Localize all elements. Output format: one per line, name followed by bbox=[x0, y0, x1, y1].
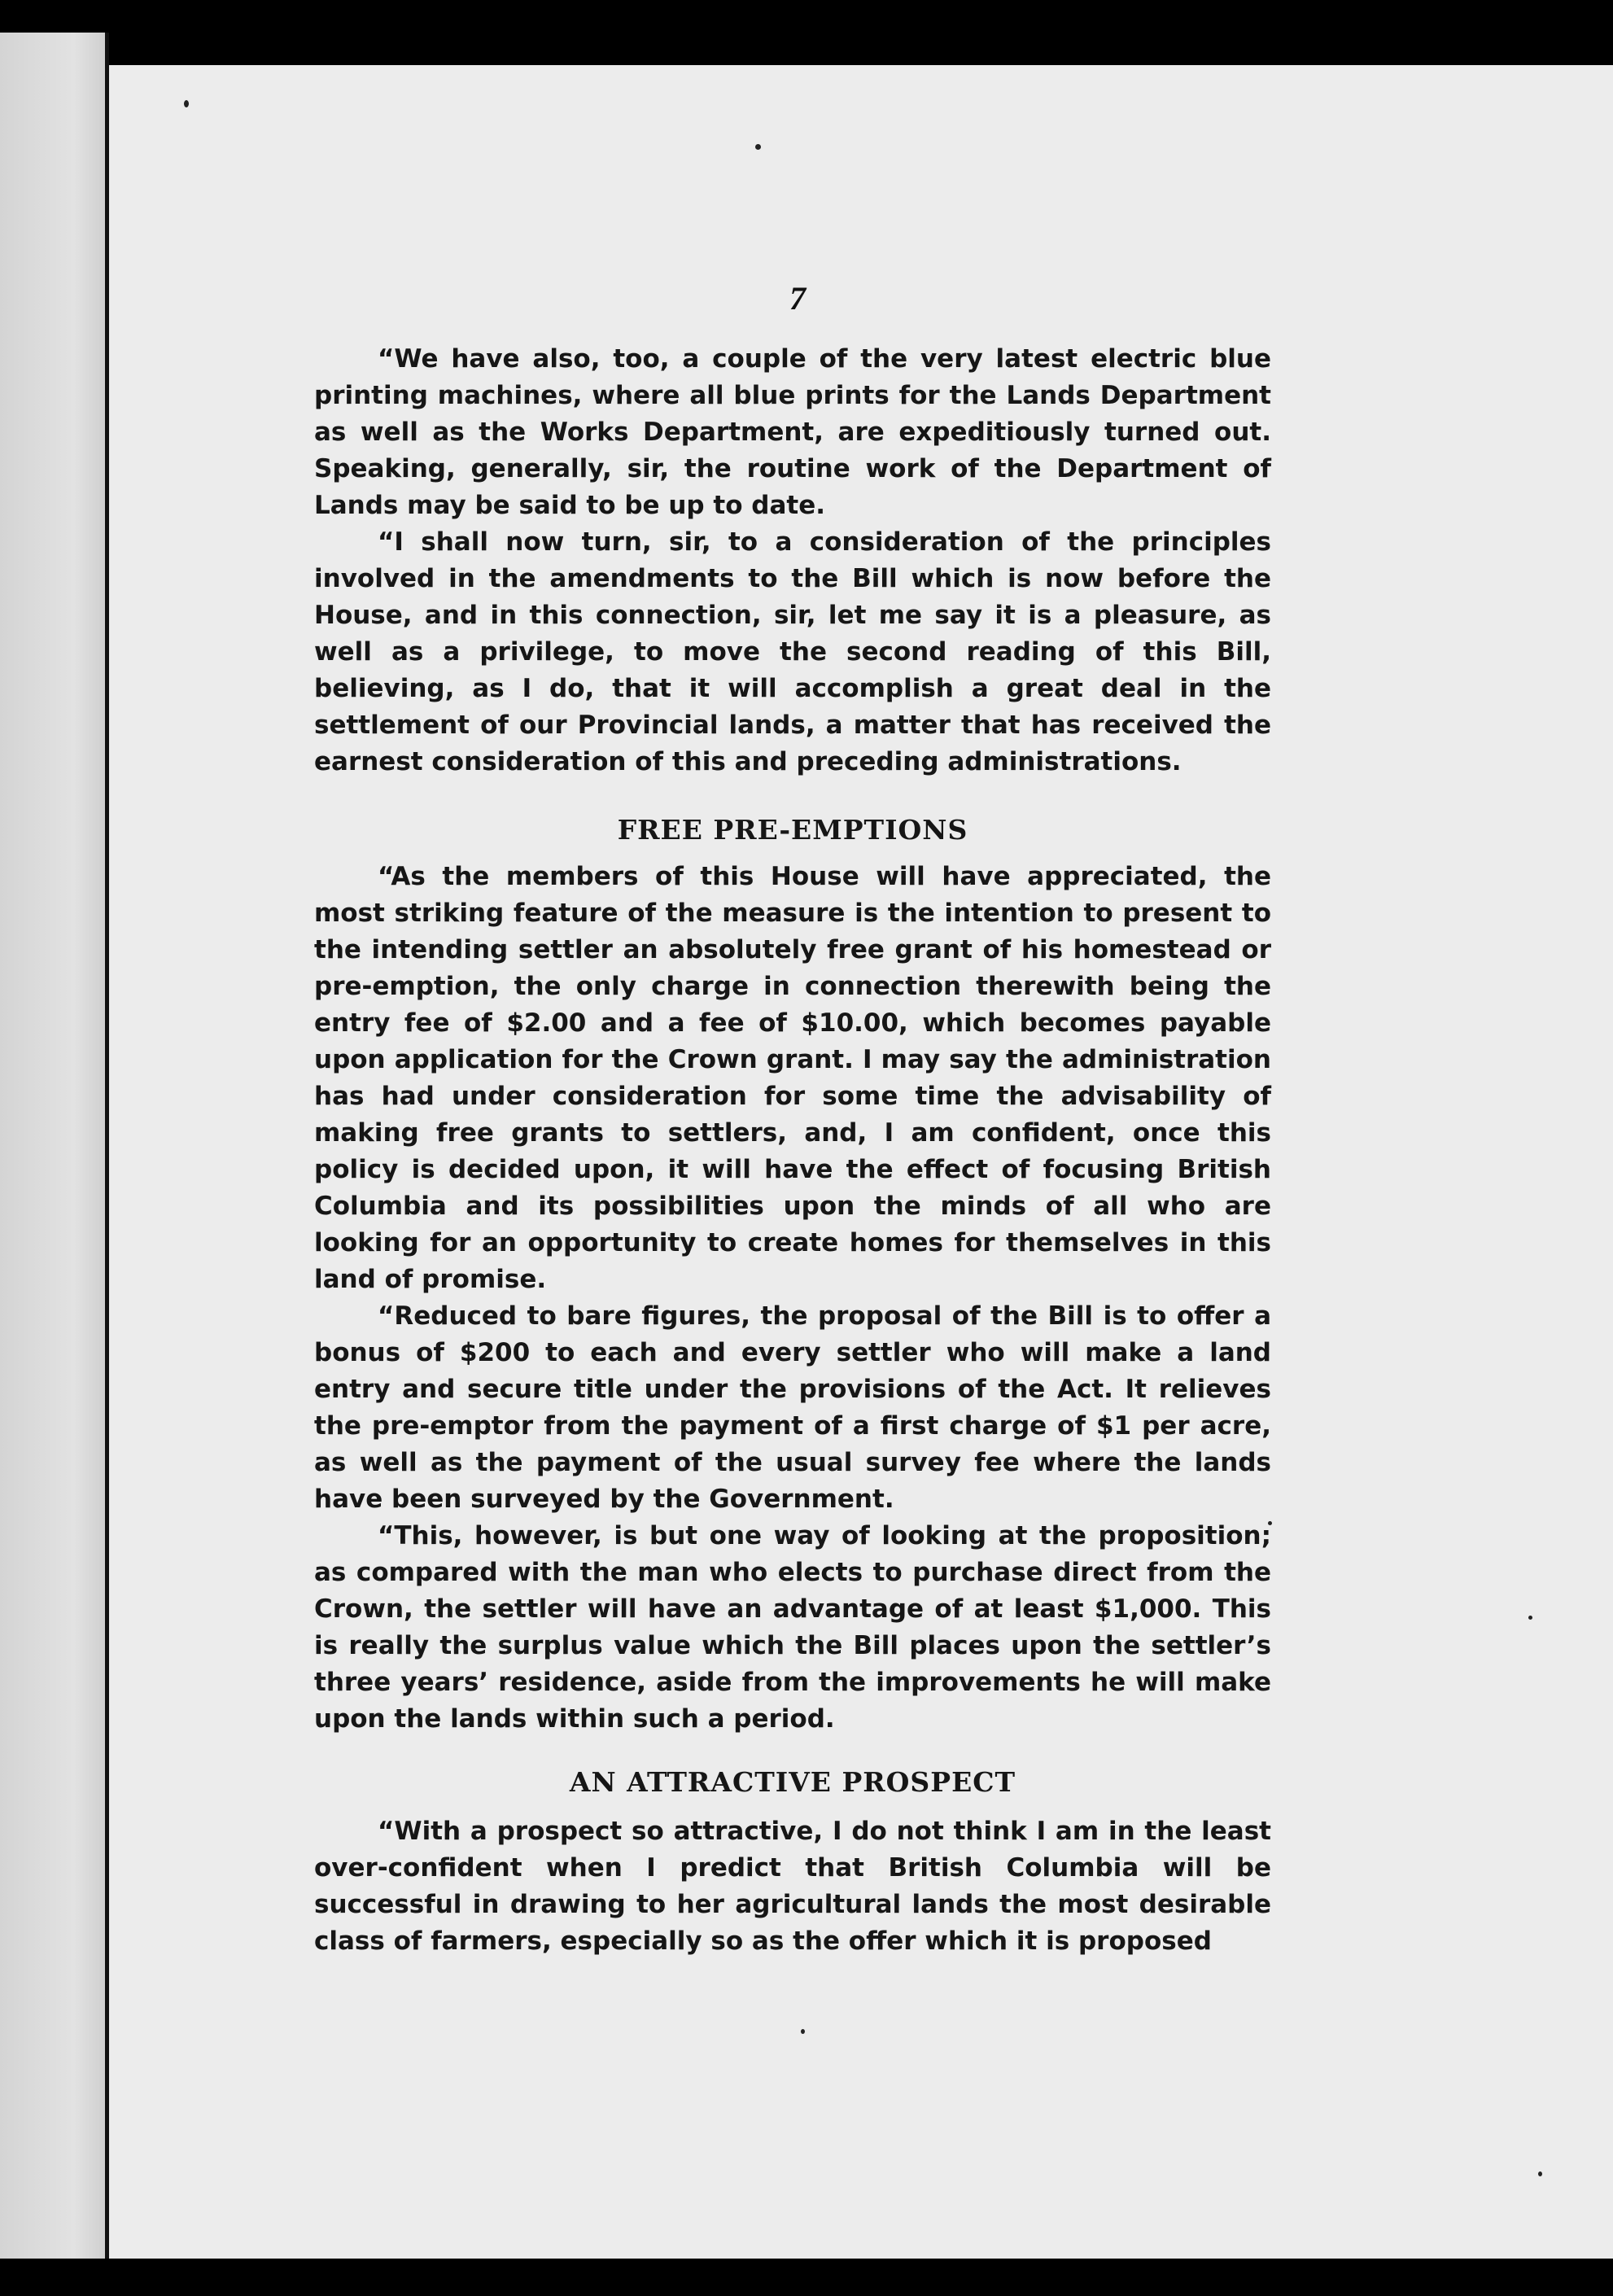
paragraph: “We have also, too, a couple of the very latest electric blue printing machines, where all blue prints for the Lands Department as well as the Works Department, are expeditiously turned out. Speaking, generally, sir, the routine work of the Department of Lands may be said to be up to date. bbox=[314, 344, 1271, 520]
body-text-intro bbox=[314, 341, 1271, 781]
body-text-free-pre-emptions bbox=[314, 859, 1271, 1738]
scan-speck bbox=[1528, 1616, 1532, 1620]
section-heading-free-pre-emptions: FREE PRE-EMPTIONS bbox=[617, 814, 968, 846]
section-heading-attractive-prospect: AN ATTRACTIVE PROSPECT bbox=[569, 1766, 1016, 1798]
scan-speck bbox=[801, 2029, 805, 2034]
previous-page-edge bbox=[0, 33, 106, 2259]
paragraph: “I shall now turn, sir, to a consideration of the principles involved in the amendments to the Bill which is now before the House, and in this connection, sir, let me say it is a pleasure, as well as a privilege, to move the second reading of this Bill, believing, as I do, that it will accomplish a great deal in the settlement of our Provincial lands, a matter that has received the earnest consideration of this and preceding administrations. bbox=[314, 527, 1271, 776]
paragraph: “Reduced to bare figures, the proposal of the Bill is to offer a bonus of $200 to each and every settler who will make a land entry and secure title under the provisions of the Act. It relieves the pre-emptor from the payment of a first charge of $1 per acre, as well as the payment of the usual survey fee where the lands have been surveyed by the Government. bbox=[314, 1301, 1271, 1514]
page-number: 7 bbox=[789, 280, 806, 317]
paragraph: “This, however, is but one way of looking at the proposition; as compared with the man who elects to purchase direct from the Crown, the settler will have an advantage of at least $1,000. This is really the surplus value which the Bill places upon the settler’s three years’ residence, aside from the improvements he will make upon the lands within such a period. bbox=[314, 1521, 1271, 1734]
scan-speck bbox=[1538, 2171, 1542, 2176]
paragraph: “As the members of this House will have appreciated, the most striking feature of the measure is the intention to present to the intending settler an absolutely free grant of his homestead or pre-emption, the only charge in connection therewith being the entry fee of $2.00 and a fee of $10.00, which becomes payable upon application for the Crown grant. I may say the administration has had under consideration for some time the advisability of making free grants to settlers, and, I am confident, once this policy is decided upon, it will have the effect of focusing British Columbia and its possibilities upon the minds of all who are looking for an opportunity to create homes for themselves in this land of promise. bbox=[314, 862, 1271, 1294]
scan-speck bbox=[184, 100, 189, 107]
paragraph: “With a prospect so attractive, I do not think I am in the least over-confident when I predict that British Columbia will be successful in drawing to her agricultural lands the most desirable class of farmers, especially so as the offer which it is proposed bbox=[314, 1817, 1271, 1956]
scan-speck bbox=[755, 144, 761, 150]
body-text-attractive-prospect bbox=[314, 1813, 1271, 1960]
